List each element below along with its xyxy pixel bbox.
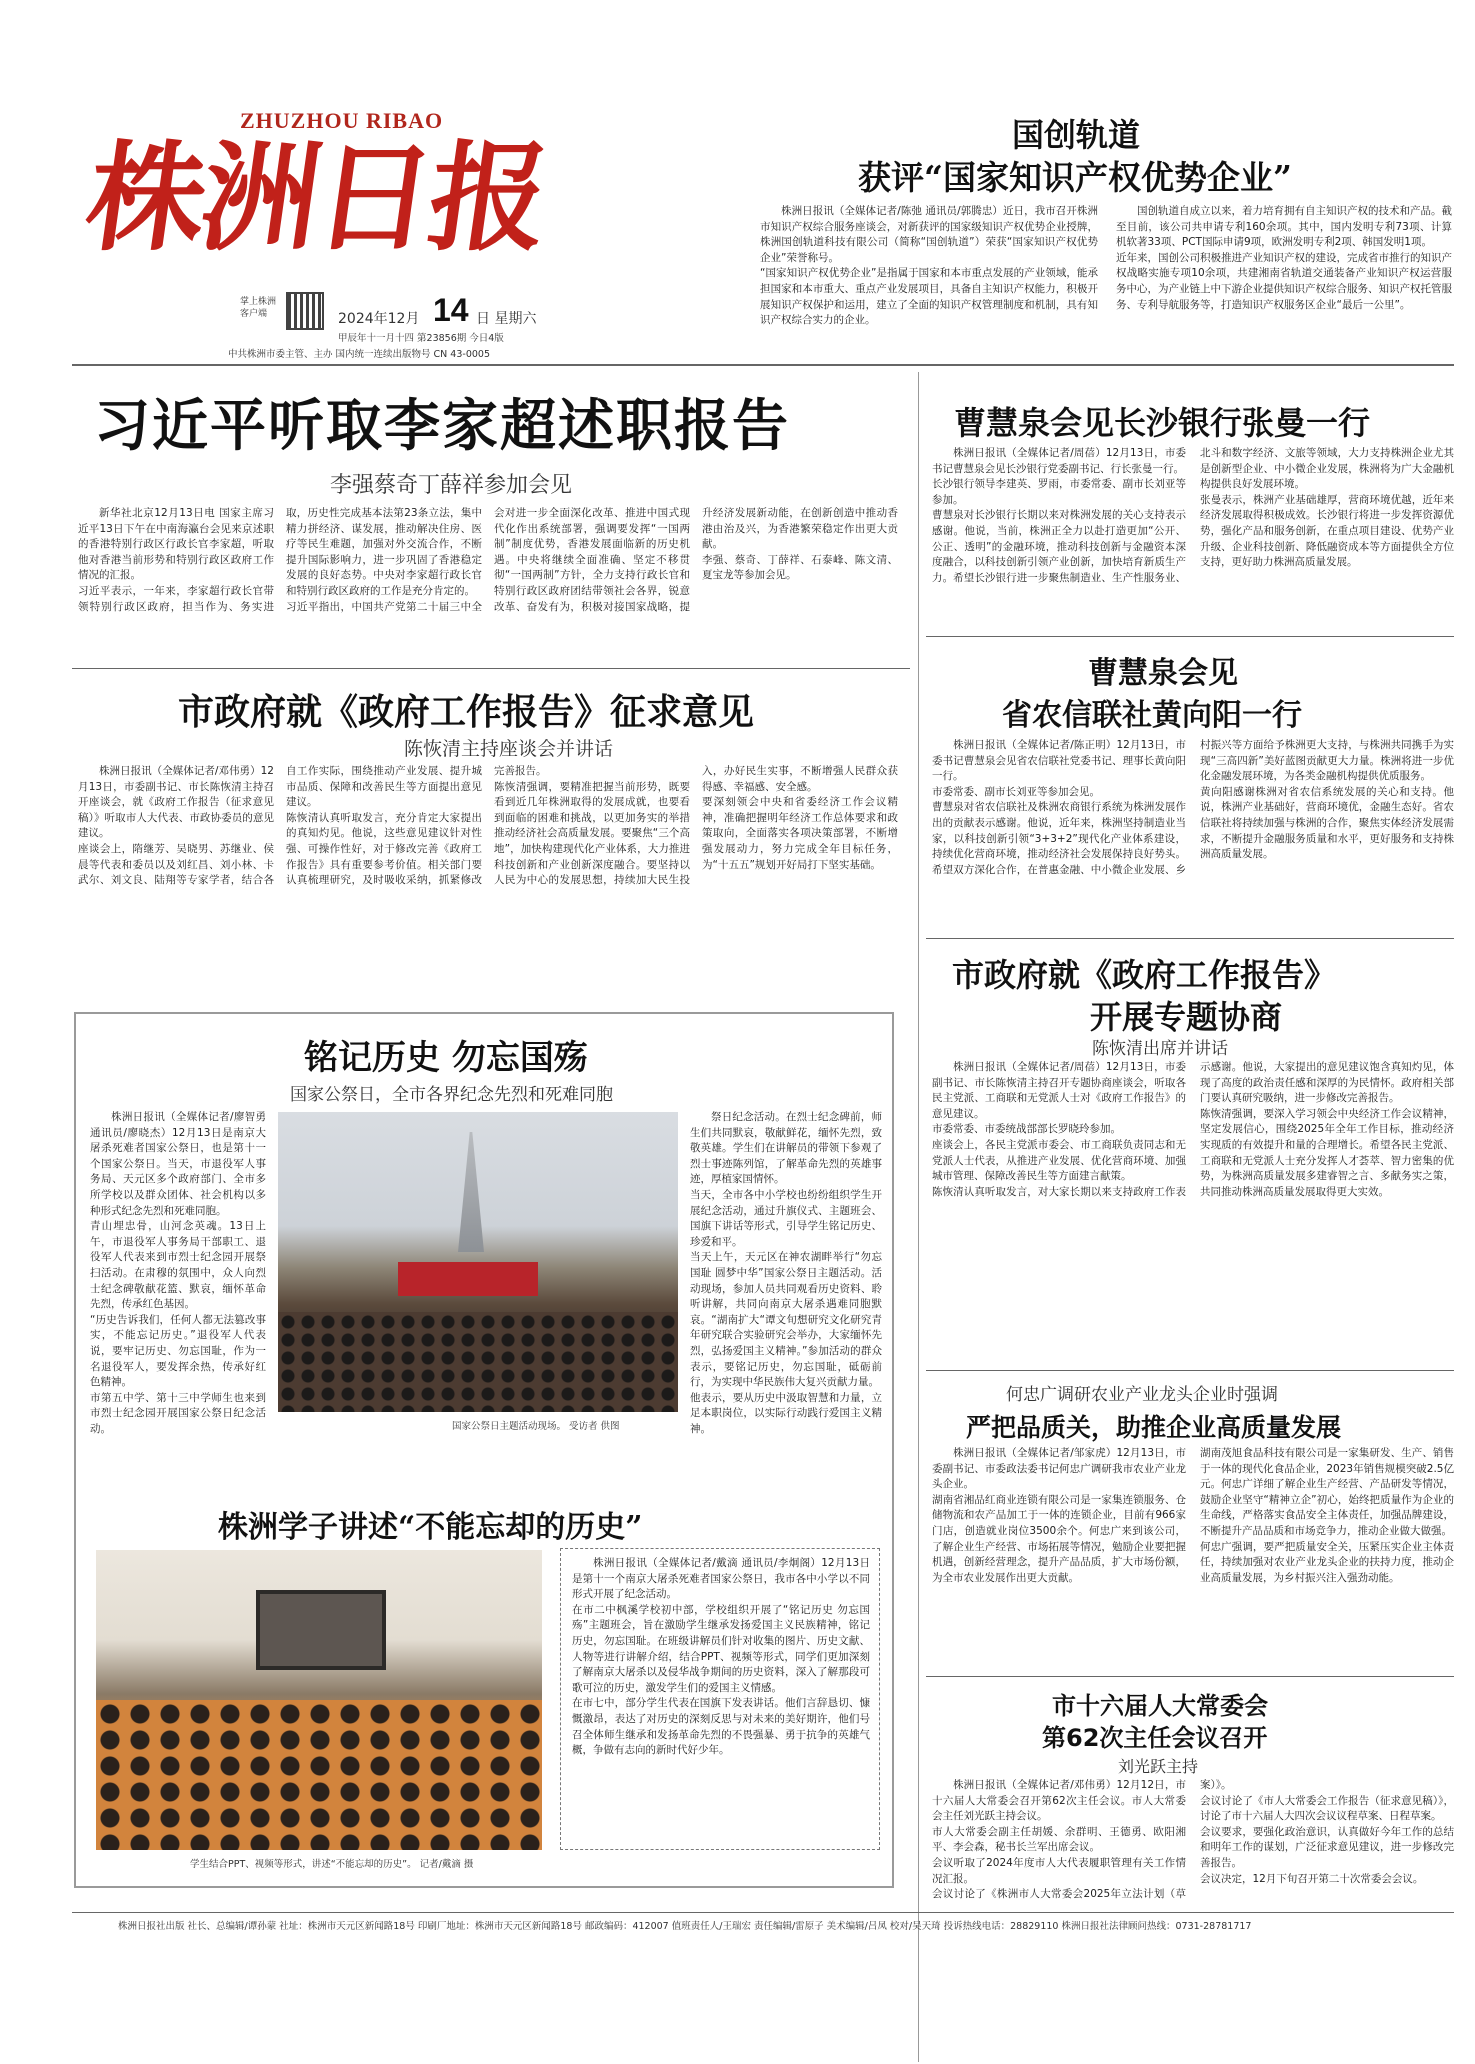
column-divider-top	[918, 372, 919, 2062]
mid-story-headline[interactable]: 市政府就《政府工作报告》征求意见	[178, 692, 755, 733]
lead-story-headline[interactable]: 习近平听取李家超述职报告	[94, 394, 790, 459]
lead-story-subhead: 李强蔡奇丁薛祥参加会见	[330, 473, 573, 498]
right-story-1-headline[interactable]: 曹慧泉会见长沙银行张曼一行	[954, 404, 1371, 442]
right-story-4-kicker: 何忠广调研农业产业龙头企业时强调	[1006, 1385, 1278, 1405]
sponsor-line: 中共株洲市委主管、主办 国内统一连续出版物号 CN 43-0005	[228, 349, 490, 360]
tower-shape	[458, 1132, 484, 1252]
qr-label: 掌上株洲 客户端	[240, 297, 277, 319]
right-story-5-headline-1[interactable]: 市十六届人大常委会	[1052, 1692, 1268, 1720]
right-divider-1	[926, 636, 1454, 637]
feature-photo-caption: 国家公祭日主题活动现场。 受访者 供图	[452, 1421, 620, 1432]
right-story-5-headline-2[interactable]: 第62次主任会议召开	[1042, 1724, 1268, 1752]
top-story-headline-1[interactable]: 国创轨道	[1012, 116, 1141, 154]
students-shape	[96, 1700, 542, 1850]
top-story-col-1: 株洲日报讯（全媒体记者/陈弛 通讯员/郭腾忠）近日，我市召开株洲市知识产权综合服务座谈会，对新获评的国家级知识产权优势企业授牌，株洲国创轨道科技有限公司（简称“国创轨道”）荣获“国家知识产权优势企业”荣誉称号。 “国家知识产权优势企业”是指属于国家和本市重点发展的产业领域，能承担国家和本市重大、重点产业发展项目，具备自主知识产权能力，积极开展知识产权保护和运用，建立了全面的知识产权管理制度和机制，具有知识产权综合实力的企业。	[760, 205, 1098, 327]
right-divider-3	[926, 1370, 1454, 1371]
crowd-shape	[278, 1312, 678, 1412]
student-headline[interactable]: 株洲学子讲述“不能忘却的历史”	[218, 1510, 643, 1545]
feature-photo	[278, 1112, 678, 1412]
student-photo	[96, 1550, 542, 1850]
masthead-pinyin: ZHUZHOU RIBAO	[240, 108, 444, 133]
right-story-3-subhead: 陈恢清出席并讲话	[1092, 1039, 1228, 1059]
right-story-3-headline-1[interactable]: 市政府就《政府工作报告》	[952, 956, 1337, 994]
issue-date: 2024年12月	[338, 311, 420, 327]
right-story-3-headline-2[interactable]: 开展专题协商	[1090, 998, 1283, 1036]
right-story-2-headline-2[interactable]: 省农信联社黄向阳一行	[1002, 698, 1302, 733]
right-story-4-headline[interactable]: 严把品质关，助推企业高质量发展	[966, 1413, 1342, 1442]
right-story-5-body: 株洲日报讯（全媒体记者/邓伟勇）12月12日，市十六届人大常委会召开第62次主任会议。市人大常委会主任刘光跃主持会议。 市人大常委会副主任胡媛、余群明、王德勇、欧阳湘平、李会森，秘书长兰军出席会议。 会议听取了2024年度市人大代表履职管理有关工作情况汇报。 会议讨论了《株洲市人大常委会2025年立法计划（草案）》。 会议讨论了《市人大常委会工作报告（征求意见稿）》，讨论了市十六届人大四次会议议程草案、日程草案。 会议要求，要强化政治意识，认真做好今年工作的总结和明年工作的谋划，广泛征求意见建议，进一步修改完善报告。 会议决定，12月下旬召开第二十次常委会会议。	[932, 1779, 1454, 1901]
right-divider-4	[926, 1676, 1454, 1677]
top-story-headline-2[interactable]: 获评“国家知识产权优势企业”	[858, 158, 1292, 197]
banner-shape	[398, 1262, 538, 1296]
top-story-col-2: 国创轨道自成立以来，着力培育拥有自主知识产权的技术和产品。截至目前，该公司共申请专利160余项。其中，国内发明专利73项、计算机软著33项、PCT国际申请9项，欧洲发明专利2项、韩国发明1项。 近年来，国创公司积极推进产业知识产权的建设，完成省市推行的知识产权战略实施专项10余项，共建湘南省轨道交通装备产业知识产权运营服务中心，为产业链上中下游企业提供知识产权综合服务、知识产权托管服务、专利导航服务等，打造知识产权服务区企业“最后一公里”。	[1116, 205, 1452, 311]
right-story-2-headline-1[interactable]: 曹慧泉会见	[1088, 656, 1238, 691]
feature-col-2: 祭日纪念活动。在烈士纪念碑前，师生们共同默哀，敬献鲜花，缅怀先烈，致敬英雄。学生们在讲解员的带领下参观了烈士事迹陈列馆，了解革命先烈的英雄事迹，厚植家国情怀。 当天，全市各中小学校也纷纷组织学生开展纪念活动，通过升旗仪式、主题班会、国旗下讲话等形式，引导学生铭记历史、珍爱和平。 当天上午，天元区在神农湖畔举行“勿忘国耻 圆梦中华”国家公祭日主题活动。活动现场，参加人员共同观看历史资料、聆听讲解，共同向南京大屠杀遇难同胞默哀。“湖南扩大“谭文旬想研究文化研究青年研究联合实验研究会举办，大家缅怀先烈，弘扬爱国主义精神。”参加活动的群众表示，要铭记历史，勿忘国耻，砥砺前行，为实现中华民族伟大复兴贡献力量。 他表示，要从历史中汲取智慧和力量，立足本职岗位，以实际行动践行爱国主义精神。	[690, 1111, 882, 1435]
lead-divider	[72, 668, 910, 669]
right-story-5-subhead: 刘光跃主持	[1118, 1757, 1199, 1776]
masthead-divider	[72, 364, 1454, 366]
right-story-3-body: 株洲日报讯（全媒体记者/周蓓）12月13日，市委副书记、市长陈恢清主持召开专题协商座谈会，听取各民主党派、工商联和无党派人士对《政府工作报告》的意见建议。 市委常委、市委统战部部长罗晓玲参加。 座谈会上，各民主党派市委会、市工商联负责同志和无党派人士代表，从推进产业发展、优化营商环境、加强城市管理、保障改善民生等方面建言献策。 陈恢清认真听取发言，对大家长期以来支持政府工作表示感谢。他说，大家提出的意见建议饱含真知灼见，体现了高度的政治责任感和深厚的为民情怀。政府相关部门要认真研究吸纳，进一步修改完善报告。 陈恢清强调，要深入学习领会中央经济工作会议精神，坚定发展信心，围绕2025年全年工作目标，推动经济实现质的有效提升和量的合理增长。希望各民主党派、工商联和无党派人士充分发挥人才荟萃、智力密集的优势，为株洲高质量发展多建睿智之言、多献务实之策，共同推动株洲高质量发展取得更大实效。	[932, 1061, 1454, 1198]
right-story-4-body: 株洲日报讯（全媒体记者/邹家虎）12月13日，市委副书记、市委政法委书记何忠广调研我市农业产业龙头企业。 湖南省湘品红商业连锁有限公司是一家集连锁服务、仓储物流和农产品加工于一体的连锁企业，目前有966家门店，创造就业岗位3500余个。何忠广来到该公司，了解企业生产经营、市场拓展等情况，勉励企业要把握机遇，创新经营理念，提升产品品质，扩大市场份额，为全市农业发展作出更大贡献。 湖南茂旭食品科技有限公司是一家集研发、生产、销售于一体的现代化食品企业，2023年销售规模突破2.5亿元。何忠广详细了解企业生产经营、产品研发等情况，鼓励企业坚守“精神立企”初心，始终把质量作为企业的生命线，严格落实食品安全主体责任，加强品牌建设，不断提升产品品质和市场竞争力，推动企业做大做强。 何忠广强调，要严把质量安全关，压紧压实企业主体责任，持续加强对农业产业龙头企业的扶持力度，推动企业高质量发展，为乡村振兴注入强劲动能。	[932, 1447, 1454, 1584]
mid-story-body: 株洲日报讯（全媒体记者/邓伟勇）12月13日，市委副书记、市长陈恢清主持召开座谈会，就《政府工作报告（征求意见稿）》听取市人大代表、市政协委员的意见建议。 座谈会上，隋继芳、吴晓男、苏继业、侯晨等代表和委员以及刘红昌、刘小林、卡武尔、刘文良、陆翔等专家学者，结合各自工作实际，围绕推动产业发展、提升城市品质、保障和改善民生等方面提出意见建议。 陈恢清认真听取发言，充分肯定大家提出的真知灼见。他说，这些意见建议针对性强、可操作性好，对于修改完善《政府工作报告》具有重要参考价值。相关部门要认真梳理研究，及时吸收采纳，抓紧修改完善报告。 陈恢清强调，要精准把握当前形势，既要看到近几年株洲取得的发展成就，也要看到面临的困难和挑战，以更加务实的举措推动经济社会高质量发展。要聚焦“三个高地”，加快构建现代化产业体系，大力推进科技创新和产业创新深度融合。要坚持以人民为中心的发展思想，持续加大民生投入，办好民生实事，不断增强人民群众获得感、幸福感、安全感。 要深刻领会中央和省委经济工作会议精神，准确把握明年经济工作总体要求和政策取向，全面落实各项决策部署，不断增强发展动力，努力完成全年目标任务，为“十五五”规划开好局打下坚实基础。	[78, 765, 898, 887]
feature-headline[interactable]: 铭记历史 勿忘国殇	[304, 1038, 588, 1078]
issue-lunar: 甲辰年十一月十四 第23856期 今日4版	[338, 333, 504, 344]
qr-code[interactable]	[286, 292, 324, 330]
issue-day: 14	[433, 292, 469, 328]
right-story-1-body: 株洲日报讯（全媒体记者/周蓓）12月13日，市委书记曹慧泉会见长沙银行党委副书记、行长张曼一行。 长沙银行领导李建英、罗雨，市委常委、副市长刘亚等参加。 曹慧泉对长沙银行长期以来对株洲发展的关心支持表示感谢。他说，当前，株洲正全力以赴打造更加“公开、公正、透明”的金融环境，推动科技创新与金融资本深度融合，以科技创新引领产业创新，加快培育新质生产力。希望长沙银行进一步聚焦制造业、生产性服务业、北斗和数字经济、文旅等领域，大力支持株洲企业尤其是创新型企业、中小微企业发展，株洲将为广大金融机构提供良好发展环境。 张曼表示，株洲产业基础雄厚，营商环境优越，近年来经济发展取得积极成效。长沙银行将进一步发挥资源优势，强化产品和服务创新，在重点项目建设、优势产业升级、企业科技创新、降低融资成本等方面提供全方位支持，更好助力株洲高质量发展。	[932, 447, 1454, 584]
footer-divider	[72, 1912, 1454, 1913]
lead-story-body: 新华社北京12月13日电 国家主席习近平13日下午在中南海瀛台会见来京述职的香港特别行政区行政长官李家超，听取他对香港当前形势和特别行政区政府工作情况的汇报。 习近平表示，一年来，李家超行政长官带领特别行政区政府，担当作为、务实进取，历史性完成基本法第23条立法，集中精力拼经济、谋发展，推动解决住房、医疗等民生难题，加强对外交流合作，不断提升国际影响力，进一步巩固了香港稳定发展的良好态势。中央对李家超行政长官和特别行政区政府的工作是充分肯定的。 习近平指出，中国共产党第二十届三中全会对进一步全面深化改革、推进中国式现代化作出系统部署，强调要发挥“一国两制”制度优势，香港发展面临新的历史机遇。中央将继续全面准确、坚定不移贯彻“一国两制”方针，全力支持行政长官和特别行政区政府团结带领社会各界，锐意改革、奋发有为，积极对接国家战略，提升经济发展新动能，在创新创造中推动香港由治及兴，为香港繁荣稳定作出更大贡献。 李强、蔡奇、丁薛祥、石泰峰、陈文清、夏宝龙等参加会见。	[78, 507, 898, 613]
footer-line: 株洲日报社出版 社长、总编辑/谭孙蒙 社址：株洲市天元区新闻路18号 印刷厂地址：株洲市天元区新闻路18号 邮政编码：412007 值班责任人/王瑞宏 责任编辑/雷原子 美术编辑/吕凤 校对/吴天琦 投诉热线电话：28829110 株洲日报社法律顾问热线：0731-28781717	[118, 1921, 1252, 1932]
right-divider-2	[926, 938, 1454, 939]
right-story-2-body: 株洲日报讯（全媒体记者/陈正明）12月13日，市委书记曹慧泉会见省农信联社党委书记、理事长黄向阳一行。 市委常委、副市长刘亚等参加会见。 曹慧泉对省农信联社及株洲农商银行系统为株洲发展作出的贡献表示感谢。他说，近年来，株洲坚持制造业当家，以科技创新引领“3+3+2”现代化产业体系建设，持续优化营商环境，推动经济社会发展保持良好势头。希望双方深化合作，在普惠金融、中小微企业发展、乡村振兴等方面给予株洲更大支持，与株洲共同携手为实现“三高四新”美好蓝图贡献更大力量。株洲将进一步优化金融发展环境，为各类金融机构提供优质服务。 黄向阳感谢株洲对省农信系统发展的关心和支持。他说，株洲产业基础好，营商环境优，金融生态好。省农信联社将持续加强与株洲的合作，聚焦实体经济发展需求，不断提升金融服务质量和水平，更好服务和支持株洲高质量发展。	[932, 739, 1454, 876]
issue-weekday: 日 星期六	[476, 311, 537, 327]
masthead-title: 株洲日报	[78, 128, 554, 267]
feature-col-1: 株洲日报讯（全媒体记者/廖智勇 通讯员/廖晓杰）12月13日是南京大屠杀死难者国家公祭日，也是第十一个国家公祭日。当天，市退役军人事务局、天元区多个政府部门、全市多所学校以及群众团体、社会机构以多种形式纪念先烈和死难同胞。 青山埋忠骨，山河念英魂。13日上午，市退役军人事务局干部职工、退役军人代表来到市烈士纪念园开展祭扫活动。在肃穆的氛围中，众人向烈士纪念碑敬献花篮、默哀，缅怀革命先烈，传承红色基因。 “历史告诉我们，任何人都无法篡改事实，不能忘记历史。”退役军人代表说，要牢记历史、勿忘国耻，作为一名退役军人，要发挥余热，传承好红色精神。 市第五中学、第十三中学师生也来到市烈士纪念园开展国家公祭日纪念活动。	[90, 1111, 266, 1435]
student-photo-caption: 学生结合PPT、视频等形式，讲述“不能忘却的历史”。 记者/戴滴 摄	[190, 1859, 474, 1870]
mid-story-subhead: 陈恢清主持座谈会并讲话	[404, 738, 614, 760]
feature-subhead: 国家公祭日，全市各界纪念先烈和死难同胞	[290, 1085, 613, 1105]
screen-shape	[256, 1590, 386, 1670]
student-body: 株洲日报讯（全媒体记者/戴滴 通讯员/李炯阁）12月13日是第十一个南京大屠杀死难者国家公祭日，我市各中小学以不同形式开展了纪念活动。 在市二中枫溪学校初中部，学校组织开展了“铭记历史 勿忘国殇”主题班会，旨在激励学生继承发扬爱国主义民族精神，铭记历史，勿忘国耻。在班级讲解员们针对收集的图片、历史文献、人物等进行讲解介绍，结合PPT、视频等形式，同学们更加深刻了解南京大屠杀以及侵华战争期间的历史资料，深入了解那段可歌可泣的历史，激发学生们的爱国主义情感。 在市七中，部分学生代表在国旗下发表讲话。他们言辞恳切、慷慨激昂，表达了对历史的深刻反思与对未来的美好期许，他们号召全体师生继承和发扬革命先烈的不畏强暴、勇于抗争的英雄气概，争做有志向的新时代好少年。	[572, 1557, 870, 1757]
